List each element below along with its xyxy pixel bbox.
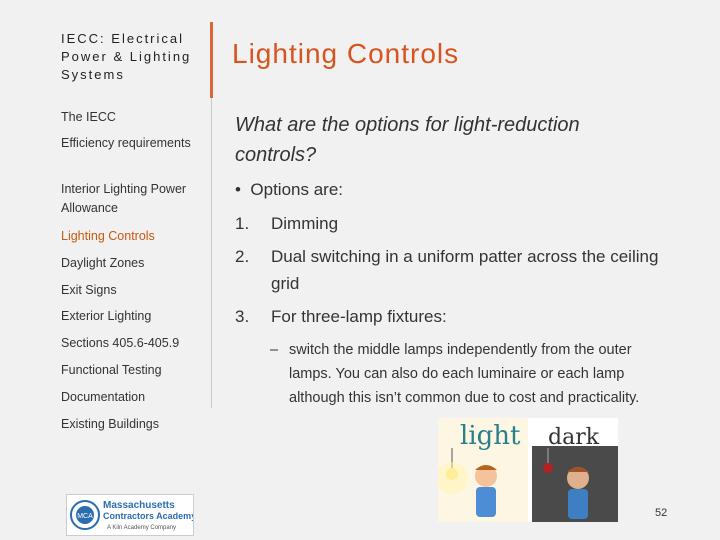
intro-bullet (235, 180, 343, 200)
sidebar-item-efficiency-requirements[interactable]: Efficiency requirements (61, 136, 191, 150)
sidebar-item-daylight-zones[interactable]: Daylight Zones (61, 256, 145, 270)
sidebar-item-the-iecc[interactable]: The IECC (61, 110, 116, 124)
option-number: 1. (235, 214, 250, 233)
bullet-dot-icon: • (235, 180, 241, 199)
intro-bullet-text: Options are: (250, 180, 344, 199)
page-number: 52 (655, 507, 668, 519)
option-text: For three-lamp fixtures: (271, 307, 447, 326)
svg-text:MCA: MCA (77, 513, 93, 520)
sidebar-item-functional-testing[interactable]: Functional Testing (61, 363, 162, 377)
option-number: 3. (235, 307, 250, 326)
illustration-word-light: light (460, 421, 521, 451)
illustration-word-dark: dark (548, 425, 600, 450)
logo-line3: A Kiln Academy Company (107, 525, 177, 531)
sidebar-item-exit-signs[interactable]: Exit Signs (61, 283, 117, 297)
option-number: 2. (235, 247, 250, 266)
sidebar-item-interior-lighting-power-allowance[interactable]: Interior Lighting Power Allowance (61, 182, 187, 215)
option-text: Dual switching in a uniform patter across the ceiling grid (271, 247, 659, 293)
question-text: What are the options for light-reduction controls? (235, 114, 580, 166)
course-title: IECC: Electrical Power & Lighting Systems (61, 31, 192, 82)
sidebar-item-exterior-lighting[interactable]: Exterior Lighting (61, 309, 152, 323)
sidebar-item-documentation[interactable]: Documentation (61, 390, 146, 404)
slide-title: Lighting Controls (232, 38, 460, 69)
sidebar-item-existing-buildings[interactable]: Existing Buildings (61, 417, 159, 431)
logo-line2: Contractors Academy (103, 511, 193, 521)
sidebar-item-sections[interactable]: Sections 405.6-405.9 (61, 336, 180, 350)
academy-logo (66, 494, 194, 536)
sidebar-item-lighting-controls[interactable]: Lighting Controls (61, 229, 155, 243)
logo-line1: Massachusetts (103, 500, 175, 511)
dash-icon: – (270, 342, 279, 358)
option-text: Dimming (271, 214, 339, 233)
light-dark-illustration (438, 418, 618, 522)
sidebar-divider (211, 98, 212, 408)
sub-bullet-text: switch the middle lamps independently from the outer lamps. You can also do each luminaire or each lamp although this isn’t common due to cost and practicality. (289, 342, 640, 406)
sub-bullet (270, 338, 670, 410)
